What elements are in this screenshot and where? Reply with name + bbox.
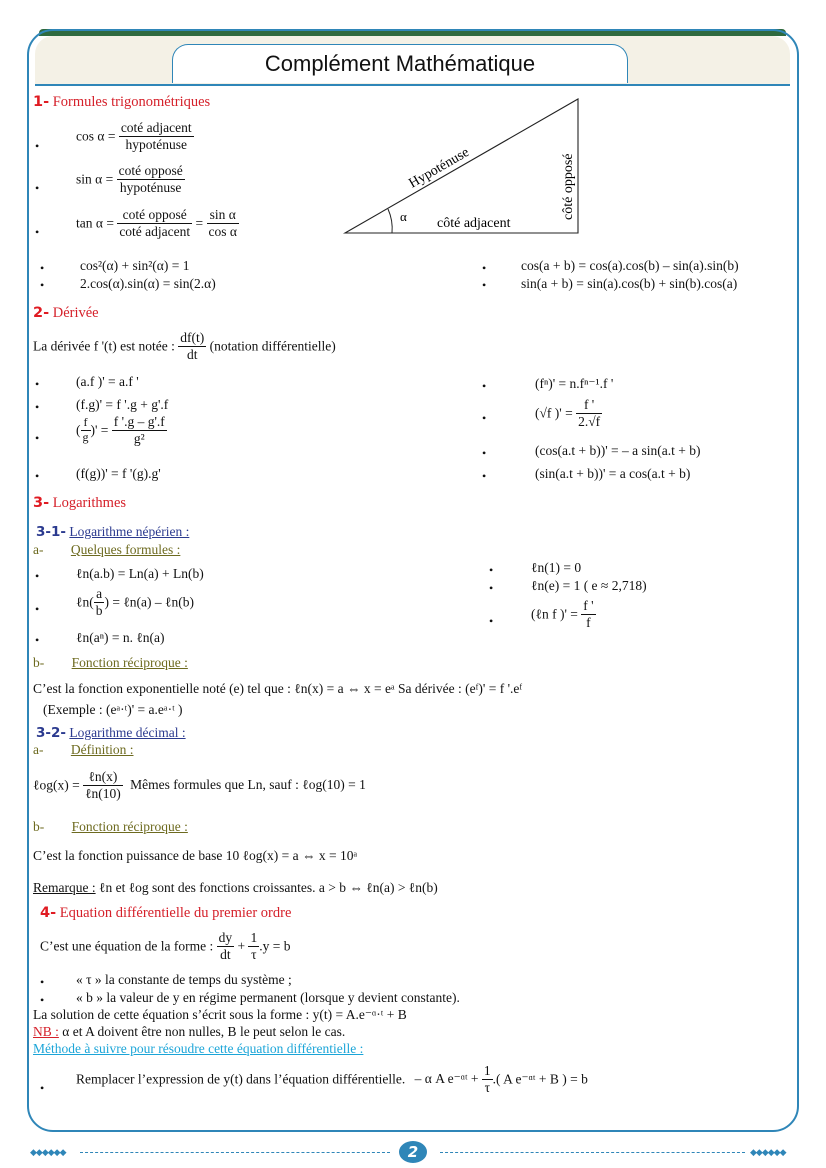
cos-fraction (119, 120, 194, 152)
method-step (76, 1063, 588, 1095)
method-one: 1 (483, 1063, 491, 1078)
nb-text: α et A doivent être non nulles, B le peut selon le cas. (62, 1024, 346, 1039)
header-divider (35, 84, 790, 86)
section-2-heading (33, 305, 99, 322)
diff-equation-form (40, 930, 290, 962)
f-over-g (81, 416, 91, 445)
reciprocal-2-letter: b- (33, 819, 45, 834)
definition-label (33, 742, 134, 758)
form-lhs: C’est une équation de la forme : (40, 938, 214, 954)
bullet: • (40, 993, 45, 1007)
triangle-shape (345, 99, 578, 233)
sqrt-lhs: (√f )' = (535, 405, 573, 421)
bullet: • (40, 278, 45, 292)
derivative-intro (33, 330, 336, 362)
bullet: • (482, 469, 487, 483)
section-4-number: 4- (40, 905, 57, 921)
section-1-title: Formules trigonométriques (52, 94, 211, 110)
sin-den: hypoténuse (119, 179, 182, 195)
derivative-intro-tail: (notation différentielle) (209, 338, 336, 354)
dy-num: dy (218, 930, 233, 945)
footer-rule-left (80, 1152, 390, 1153)
ln-e: ℓn(e) = 1 ( e ≈ 2,718) (531, 578, 647, 593)
page-number-badge: 2 (399, 1141, 427, 1163)
ln-quotient-rhs: ) = ℓn(a) – ℓn(b) (104, 594, 194, 610)
footer-ornament-right: ◆◆◆◆◆◆ (750, 1147, 786, 1157)
nb-note (33, 1024, 345, 1040)
cos-formula (76, 120, 194, 152)
bullet: • (35, 400, 40, 414)
bullet: • (35, 633, 40, 647)
bullet: • (489, 614, 494, 628)
solution-form: La solution de cette équation s’écrit sous la forme : y(t) = A.e⁻ᵅ·ᵗ + B (33, 1007, 407, 1022)
bullet: • (35, 569, 40, 583)
page-title: Complément Mathématique (172, 44, 628, 83)
reciprocal-title: Fonction réciproque : (71, 655, 188, 670)
tan-num: coté opposé (117, 207, 192, 224)
df-num: df(t) (180, 330, 205, 345)
exponential-example: (Exemple : (eᵃ·ᵗ)' = a.eᵃ·ᵗ ) (43, 702, 183, 717)
df-dt-fraction (178, 330, 206, 362)
ln-power: ℓn(aⁿ) = n. ℓn(a) (76, 630, 165, 645)
g-den: g (82, 429, 89, 444)
tan-num-2: sin α (207, 207, 239, 224)
tan-formula (76, 207, 239, 239)
derivative-sqrt (535, 397, 602, 429)
bullet: • (35, 139, 40, 153)
bullet: • (482, 446, 487, 460)
bullet: • (35, 431, 40, 445)
log-fraction (83, 769, 123, 801)
reciprocal-2-label (33, 819, 188, 835)
bullet: • (40, 975, 45, 989)
formulas-letter: a- (33, 542, 44, 557)
nb-label: NB : (33, 1024, 59, 1039)
sqrt-num: f ' (576, 397, 602, 414)
tan-fraction (117, 207, 192, 239)
derivative-quotient (76, 414, 167, 446)
remark (33, 880, 438, 896)
remark-label: Remarque : (33, 880, 96, 895)
bullet: • (482, 379, 487, 393)
method-eq-right: .( A e⁻ᵅᵗ + B ) = b (492, 1071, 588, 1087)
bullet: • (40, 1081, 45, 1095)
subsection-3-2-number: 3-2- (36, 725, 66, 741)
subsection-3-1-title: Logarithme népérien : (69, 524, 190, 539)
cos-den: hypoténuse (125, 136, 187, 152)
method-eq-left: – α A e⁻ᵅᵗ + (414, 1071, 479, 1087)
b-meaning: « b » la valeur de y en régime permanent (lorsque y devient constante). (76, 990, 460, 1005)
bullet: • (35, 602, 40, 616)
method-heading: Méthode à suivre pour résoudre cette équation différentielle : (33, 1041, 364, 1056)
footer-rule-right (440, 1152, 745, 1153)
triangle-hypotenuse: Hypoténuse (406, 145, 472, 192)
derivative-af: (a.f )' = a.f ' (76, 374, 139, 389)
a-num: a (94, 586, 105, 603)
section-2-number: 2- (33, 305, 50, 321)
formulas-label (33, 542, 180, 558)
tau-den: τ (251, 946, 257, 962)
bullet: • (482, 278, 487, 292)
quotient-fraction (112, 414, 167, 446)
sin-num: coté opposé (118, 163, 183, 178)
bullet: • (35, 181, 40, 195)
double-angle: 2.cos(α).sin(α) = sin(2.α) (80, 276, 216, 291)
section-3-heading (33, 495, 126, 512)
bullet: • (489, 563, 494, 577)
subsection-3-2-title: Logarithme décimal : (69, 725, 186, 740)
section-4-title: Equation différentielle du premier ordre (59, 905, 292, 921)
sin-sum: sin(a + b) = sin(a).cos(b) + sin(b).cos(a) (521, 276, 738, 291)
definition-title: Définition : (70, 742, 134, 757)
ln-quotient (76, 586, 194, 618)
section-1-number: 1- (33, 94, 50, 110)
section-1-heading (33, 94, 210, 111)
log-den: ℓn(10) (85, 785, 121, 801)
ln-derivative-fraction (581, 598, 595, 630)
quotient-num: f '.g – g'.f (113, 414, 165, 429)
bullet: • (489, 581, 494, 595)
ln-product: ℓn(a.b) = Ln(a) + Ln(b) (76, 566, 204, 581)
derivative-chain: (f(g))' = f '(g).g' (76, 466, 161, 481)
pythagorean-identity: cos²(α) + sin²(α) = 1 (80, 258, 190, 273)
subsection-3-1 (36, 524, 189, 541)
tan-den-2: cos α (208, 223, 237, 239)
bullet: • (40, 261, 45, 275)
dt-den: dt (220, 946, 231, 962)
footer-ornament-left: ◆◆◆◆◆◆ (30, 1147, 66, 1157)
subsection-3-2 (36, 725, 186, 742)
definition-letter: a- (33, 742, 44, 757)
derivative-sin: (sin(a.t + b))' = a cos(a.t + b) (535, 466, 691, 481)
log-tail: Mêmes formules que Ln, sauf : ℓog(10) = 1 (130, 777, 366, 793)
one-over-tau (248, 930, 259, 962)
remark-text: ℓn et ℓog sont des fonctions croissantes. a > b ⇔ ℓn(a) > ℓn(b) (98, 880, 438, 895)
section-4-heading (40, 905, 291, 922)
sqrt-fraction (576, 397, 602, 429)
form-plus: + (237, 938, 246, 954)
ln-derivative (531, 598, 596, 630)
ln-one: ℓn(1) = 0 (531, 560, 582, 575)
sin-fraction (117, 163, 185, 195)
derivative-cos: (cos(a.t + b))' = – a sin(a.t + b) (535, 443, 701, 458)
b-den: b (95, 602, 103, 618)
bullet: • (482, 411, 487, 425)
tan-den: coté adjacent (119, 223, 191, 239)
power-definition: C’est la fonction puissance de base 10 ℓog(x) = a ⇔ x = 10ᵃ (33, 848, 358, 863)
triangle-alpha: α (400, 209, 407, 224)
ln-quotient-lhs: ℓn( (76, 594, 94, 610)
sin-lhs: sin α = (76, 171, 114, 187)
f-num: f (81, 416, 91, 431)
form-tail: .y = b (259, 938, 291, 954)
ln-derivative-den: f (586, 614, 591, 630)
bullet: • (35, 225, 40, 239)
formulas-title: Quelques formules : (70, 542, 181, 557)
ln-derivative-lhs: (ℓn f )' = (531, 606, 578, 622)
subsection-3-1-number: 3-1- (36, 524, 66, 540)
cos-num: coté adjacent (120, 120, 192, 135)
section-3-title: Logarithmes (52, 495, 127, 511)
derivative-intro-text: La dérivée f '(t) est notée : (33, 338, 175, 354)
reciprocal-label (33, 655, 188, 671)
sqrt-den: 2.√f (578, 413, 601, 429)
reciprocal-letter: b- (33, 655, 45, 670)
method-one-over-tau (482, 1063, 493, 1095)
method-tau: τ (484, 1079, 490, 1095)
cos-sum: cos(a + b) = cos(a).cos(b) – sin(a).sin(b) (521, 258, 739, 273)
right-triangle-diagram (340, 96, 590, 241)
angle-arc (388, 209, 392, 233)
quotient-open: ( (76, 422, 81, 438)
one-num: 1 (250, 930, 258, 945)
bullet: • (35, 469, 40, 483)
method-step-text: Remplacer l’expression de y(t) dans l’équation différentielle. (76, 1071, 406, 1087)
log-num: ℓn(x) (83, 769, 123, 786)
ln-derivative-num: f ' (583, 598, 594, 613)
dy-dt-fraction (217, 930, 235, 962)
reciprocal-2-title: Fonction réciproque : (71, 819, 188, 834)
a-over-b (94, 586, 105, 618)
tan-eq: = (195, 215, 204, 231)
tan-fraction-2 (207, 207, 239, 239)
df-den: dt (186, 346, 198, 362)
tau-meaning: « τ » la constante de temps du système ; (76, 972, 292, 987)
log-definition (33, 769, 366, 801)
derivative-power: (fⁿ)' = n.fⁿ⁻¹.f ' (535, 376, 614, 391)
bullet: • (35, 377, 40, 391)
quotient-mid: )' = (90, 422, 109, 438)
triangle-adjacent: côté adjacent (437, 216, 511, 231)
section-3-number: 3- (33, 495, 50, 511)
tan-lhs: tan α = (76, 215, 114, 231)
bullet: • (482, 261, 487, 275)
section-2-title: Dérivée (52, 305, 99, 321)
sin-formula (76, 163, 185, 195)
derivative-fg: (f.g)' = f '.g + g'.f (76, 397, 169, 412)
exponential-definition: C’est la fonction exponentielle noté (e) tel que : ℓn(x) = a ⇔ x = eᵃ Sa dérivée : (eᶠ)' = f '.eᶠ (33, 681, 523, 696)
quotient-den: g² (133, 430, 145, 446)
cos-lhs: cos α = (76, 128, 116, 144)
log-lhs: ℓog(x) = (33, 777, 80, 793)
triangle-opposite: côté opposé (561, 153, 576, 220)
